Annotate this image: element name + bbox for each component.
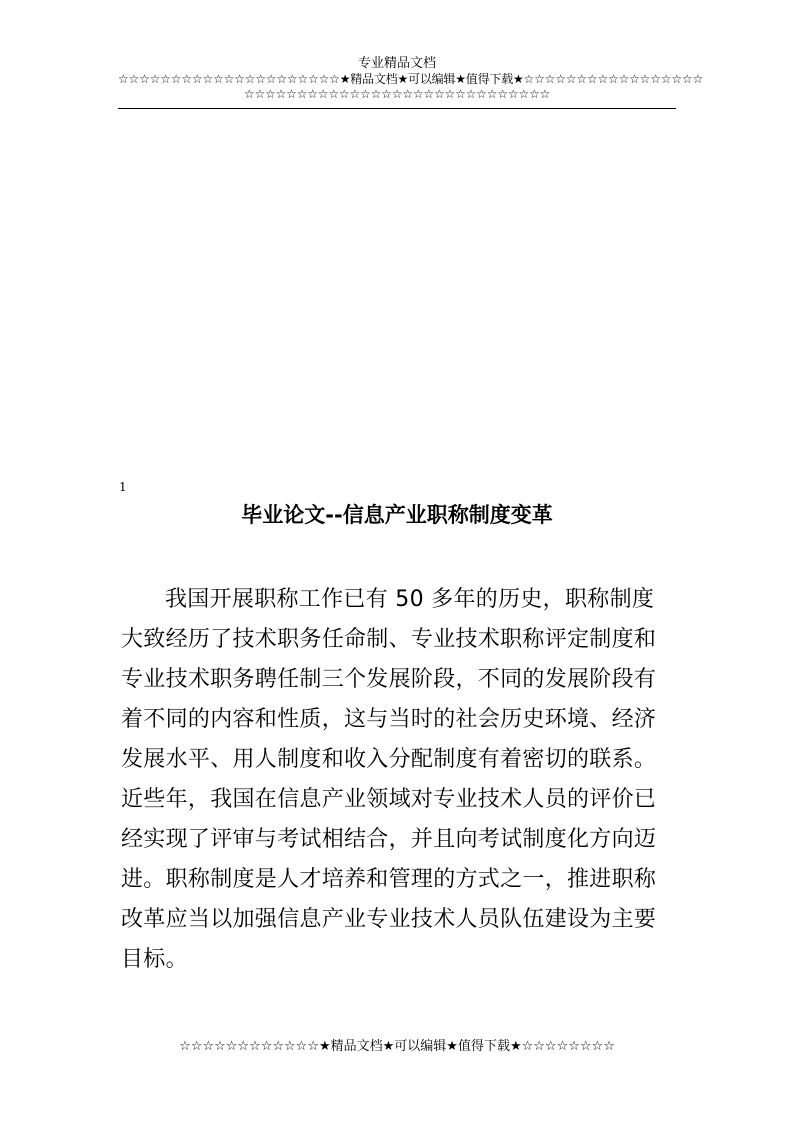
body-line: 着不同的内容和性质，这与当时的社会历史环境、经济	[121, 707, 657, 732]
header-stars-line-1: ☆☆☆☆☆☆☆☆☆☆☆☆☆☆☆☆☆☆☆☆☆★精品文档★可以编辑★值得下载★☆☆☆☆☆☆☆☆☆☆☆☆☆☆☆☆☆	[118, 72, 704, 86]
body-line: 专业技术职务聘任制三个发展阶段，不同的发展阶段有	[121, 667, 657, 692]
header-divider	[118, 108, 676, 109]
body-line: 经实现了评审与考试相结合，并且向考试制度化方向迈	[121, 827, 657, 852]
page-header	[118, 56, 704, 102]
document-title: 毕业论文--信息产业职称制度变革	[241, 503, 553, 527]
body-line: 我国开展职称工作已有 50 多年的历史，职称制度	[165, 587, 655, 612]
body-line: 改革应当以加强信息产业专业技术人员队伍建设为主要	[121, 907, 657, 932]
page-footer: ☆☆☆☆☆☆☆☆☆☆☆☆★精品文档★可以编辑★值得下载★☆☆☆☆☆☆☆☆	[179, 1039, 615, 1054]
header-stars-line-2: ☆☆☆☆☆☆☆☆☆☆☆☆☆☆☆☆☆☆☆☆☆☆☆☆☆☆☆☆☆	[243, 87, 551, 101]
body-line: 近些年，我国在信息产业领域对专业技术人员的评价已	[121, 787, 657, 812]
body-line: 目标。	[121, 947, 188, 972]
body-line: 发展水平、用人制度和收入分配制度有着密切的联系。	[121, 747, 657, 772]
body-line: 大致经历了技术职务任命制、专业技术职称评定制度和	[121, 627, 657, 652]
header-title: 专业精品文档	[357, 56, 436, 71]
page-number: 1	[119, 480, 127, 494]
body-paragraph	[121, 580, 671, 980]
body-line: 进。职称制度是人才培养和管理的方式之一，推进职称	[121, 867, 657, 892]
